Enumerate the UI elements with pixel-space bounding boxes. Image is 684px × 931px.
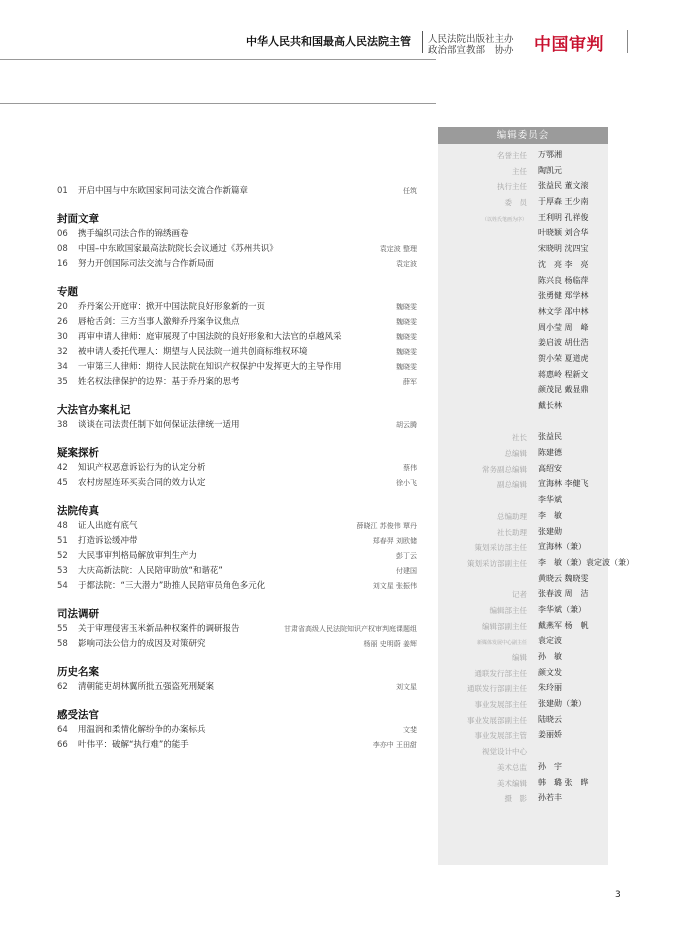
section-title: 封面文章 (57, 213, 99, 225)
toc-author: 郑春羿 刘欧储 (372, 537, 417, 545)
board-names: 贺小荣 夏道虎 (538, 353, 589, 363)
toc-article-title: 携手编织司法合作的锦绣画卷 (78, 229, 189, 239)
toc-author: 魏晓雯 (396, 363, 417, 371)
board-names: 陆晓云 (538, 714, 562, 724)
toc-item[interactable] (57, 300, 417, 315)
board-row (438, 353, 608, 369)
toc-item[interactable] (57, 315, 417, 330)
board-names: 李 敏 (538, 510, 562, 520)
toc-author: 魏晓雯 (396, 303, 417, 311)
toc-page-number: 38 (57, 420, 68, 430)
board-names: 孙 敏 (538, 652, 562, 661)
board-row (438, 149, 608, 165)
toc-article-title: 证人出庭有底气 (78, 521, 138, 531)
board-names: 袁定波 (538, 636, 562, 646)
board-role: 编辑部主任 (489, 605, 527, 615)
board-role: 执行主任 (497, 182, 527, 192)
board-role: 编辑 (512, 653, 527, 662)
toc-item[interactable] (57, 360, 417, 375)
board-list (438, 149, 634, 808)
board-role: 策划采访部主任 (474, 543, 527, 553)
board-names: 沈 亮 李 亮 (538, 259, 589, 269)
board-names: 张春波 周 洁 (538, 589, 589, 599)
board-row (438, 714, 608, 730)
toc-page-number: 48 (57, 521, 68, 531)
board-row (438, 698, 608, 714)
toc-page-number: 66 (57, 740, 68, 750)
toc-page-number: 51 (57, 536, 68, 546)
page-number: 3 (615, 890, 621, 900)
toc-article-title: 中国–中东欧国家最高法院院长会议通过《苏州共识》 (78, 244, 278, 254)
toc-author: 薛军 (403, 378, 417, 386)
board-row (438, 165, 608, 181)
board-row (438, 667, 608, 683)
toc-section (57, 212, 417, 272)
top-rule (0, 59, 436, 60)
board-row (438, 573, 608, 589)
board-role: 通联发行部副主任 (467, 684, 527, 694)
board-row (438, 243, 608, 259)
toc-article-title: 姓名权法律保护的边界：基于乔丹案的思考 (78, 377, 240, 387)
toc-author: 魏晓雯 (396, 318, 417, 326)
toc-article-title: 被申请人委托代理人：期望与人民法院一道共创商标维权环境 (78, 347, 308, 357)
board-role: 社长助理 (497, 527, 527, 537)
toc-page-number: 42 (57, 463, 68, 473)
board-row (438, 510, 608, 526)
toc-article-title: 关于审理侵害玉米新品种权案件的调研报告 (78, 624, 240, 634)
toc-author: 袁定波 整理 (379, 245, 417, 253)
board-role: 策划采访部副主任 (467, 558, 527, 568)
board-names: 戴长林 (538, 401, 562, 410)
board-names: 黄晓云 魏晓雯 (538, 573, 589, 583)
toc-page-number: 26 (57, 317, 68, 327)
toc-article-title: 农村房屋连环买卖合同的效力认定 (78, 478, 206, 488)
toc-author: 付建国 (396, 567, 417, 575)
board-row (438, 604, 608, 620)
toc-page-number: 55 (57, 624, 68, 634)
board-role: 编辑部副主任 (482, 621, 527, 631)
board-names: 宣海林 李健飞 (538, 479, 589, 489)
board-role: 主任 (512, 166, 527, 176)
toc-item[interactable] (57, 549, 417, 564)
board-names: 陈兴良 杨临萍 (538, 275, 589, 285)
board-row (438, 384, 608, 400)
board-row (438, 275, 608, 291)
board-names: 万鄂湘 (538, 150, 562, 159)
board-names: 蒋惠岭 程新文 (538, 369, 589, 379)
toc-item[interactable] (57, 579, 417, 594)
board-row (438, 541, 608, 557)
section-title: 法院传真 (57, 505, 99, 517)
editorial-board (438, 127, 634, 865)
toc-page-number: 64 (57, 725, 68, 735)
section-title: 疑案探析 (57, 447, 99, 459)
board-row (438, 259, 608, 275)
board-role: 通联发行部主任 (474, 668, 527, 678)
board-row (438, 196, 608, 212)
toc-article-title: 努力开创国际司法交流与合作新局面 (78, 259, 215, 269)
toc-article-title: 于都法院：“三大潜力”助推人民陪审员角色多元化 (78, 581, 266, 591)
toc-author: 任筑 (403, 187, 417, 195)
board-names: 姜启波 胡仕浩 (538, 338, 589, 348)
board-row (438, 620, 608, 636)
board-role: 新媒体发展中心副主任 (476, 640, 527, 647)
toc-section (57, 607, 417, 652)
toc-item[interactable] (57, 242, 417, 257)
toc-section (57, 708, 417, 753)
board-row (438, 682, 608, 698)
toc-item[interactable] (57, 345, 417, 360)
toc-author: 魏晓雯 (396, 333, 417, 341)
toc-article-title: 打造诉讼缓冲带 (78, 536, 138, 546)
toc-item[interactable] (57, 519, 417, 534)
board-names: 孙 宇 (538, 761, 562, 771)
header-divider (422, 31, 423, 53)
sponsor-text: 中华人民共和国最高人民法院主管 (246, 35, 411, 48)
board-row (438, 478, 608, 494)
toc-article-title: 清朝能吏胡林翼所批五强盗死刑疑案 (78, 682, 215, 692)
board-names: 颜茂昆 戴显鼎 (538, 385, 589, 395)
section-title: 司法调研 (57, 608, 99, 620)
toc-author: 文斐 (403, 726, 417, 734)
board-names: 李华斌 (538, 495, 562, 505)
board-row (438, 180, 608, 196)
toc-item[interactable] (57, 257, 417, 272)
toc-author: 徐小飞 (396, 479, 417, 487)
toc-author: 李亦中 王田甜 (372, 741, 417, 749)
board-row (438, 416, 608, 432)
toc-item[interactable] (57, 622, 417, 637)
board-role: 视觉设计中心 (482, 747, 527, 757)
board-role: 事业发展部主管 (474, 731, 527, 741)
board-names: 李 敏（兼）袁定波（兼） (538, 557, 634, 567)
board-role: 美术编辑 (497, 778, 527, 788)
toc-page-number: 62 (57, 682, 68, 692)
organizer-line-2: 政治部宣教部 协办 (428, 45, 514, 56)
toc-section (57, 446, 417, 491)
toc-item[interactable] (57, 461, 417, 476)
toc-section (57, 504, 417, 594)
board-role: 美术总监 (497, 762, 527, 772)
board-role: 常务副总编辑 (482, 464, 527, 474)
board-row (438, 635, 608, 651)
toc-page-number: 58 (57, 639, 68, 649)
toc-article-title: 知识产权恶意诉讼行为的认定分析 (78, 463, 206, 473)
board-role: （以姓氏笔画为序） (481, 216, 527, 223)
board-names: 陈建德 (538, 448, 562, 458)
magazine-logo: 中国审判 (534, 35, 604, 55)
board-role: 委 员 (504, 198, 527, 208)
board-names: 张建勋（兼） (538, 699, 586, 709)
board-role: 事业发展部副主任 (467, 715, 527, 725)
board-names: 李华斌（兼） (538, 604, 586, 614)
board-role: 名誉主任 (497, 151, 527, 160)
toc-article-title: 开启中国与中东欧国家间司法交流合作新篇章 (78, 186, 249, 196)
board-names: 于厚森 王少南 (538, 197, 589, 207)
board-names: 周小莹 周 峰 (538, 322, 589, 332)
board-names: 宋晓明 沈四宝 (538, 244, 589, 254)
section-title: 专题 (57, 286, 78, 298)
toc-item[interactable] (57, 680, 417, 695)
toc-author: 魏晓雯 (396, 348, 417, 356)
toc-page-number: 16 (57, 259, 68, 269)
toc-item[interactable] (57, 534, 417, 549)
toc-item[interactable] (57, 227, 417, 242)
toc-article-title: 用温润和柔情化解纷争的办案标兵 (78, 725, 206, 735)
board-row (438, 729, 608, 745)
toc-author: 杨丽 史明蔚 姜辉 (363, 640, 417, 648)
toc-item[interactable] (57, 184, 417, 199)
board-names: 高绍安 (538, 463, 562, 473)
board-names: 陶凯元 (538, 165, 562, 175)
board-role: 社长 (512, 433, 527, 443)
toc-page-number: 06 (57, 229, 68, 239)
toc-article-title: 大民事审判格局解放审判生产力 (78, 551, 198, 561)
toc-item[interactable] (57, 330, 417, 345)
toc-page-number: 30 (57, 332, 68, 342)
board-role: 记者 (512, 590, 527, 600)
board-names: 王利明 孔祥俊 (538, 212, 589, 222)
toc-article-title: 影响司法公信力的成因及对策研究 (78, 639, 206, 649)
board-row (438, 494, 608, 510)
board-row (438, 761, 608, 777)
board-names: 颜文发 (538, 667, 562, 677)
section-title: 大法官办案札记 (57, 404, 131, 416)
toc-section (57, 285, 417, 390)
toc-author: 刘文星 张振伟 (372, 582, 417, 590)
second-rule (0, 103, 436, 104)
section-title: 感受法官 (57, 709, 99, 721)
toc-section (57, 665, 417, 695)
board-names: 姜丽娇 (538, 730, 562, 740)
toc-page-number: 53 (57, 566, 68, 576)
board-names: 孙若丰 (538, 793, 562, 803)
toc-section (57, 403, 417, 433)
toc-item[interactable] (57, 375, 417, 390)
board-names: 叶晓颖 刘合华 (538, 228, 589, 238)
board-row (438, 369, 608, 385)
board-names: 林文学 邵中林 (538, 306, 589, 316)
board-row (438, 400, 608, 416)
toc-author: 胡云腾 (396, 421, 417, 429)
board-row (438, 777, 608, 793)
toc-article-title: 乔丹案公开庭审：掀开中国法院良好形象新的一页 (78, 302, 266, 312)
board-row (438, 792, 608, 808)
page-header (0, 0, 684, 56)
board-names: 张益民 董文滚 (538, 181, 589, 191)
board-row (438, 337, 608, 353)
toc-page-number: 08 (57, 244, 68, 254)
toc-author: 薛晓江 苏俊伟 覃丹 (356, 522, 417, 530)
toc-page-number: 54 (57, 581, 68, 591)
board-role: 总编助理 (497, 511, 527, 521)
toc-item[interactable] (57, 723, 417, 738)
toc-page-number: 45 (57, 478, 68, 488)
board-role: 总编辑 (504, 449, 527, 459)
toc-item[interactable] (57, 564, 417, 579)
board-names: 韩 璐 张 晔 (538, 777, 589, 787)
section-title: 历史名案 (57, 666, 99, 678)
toc-article-title: 叶伟平：破解“执行难”的能手 (78, 740, 189, 750)
table-of-contents (57, 184, 417, 753)
board-names: 宣海林（兼） (538, 542, 586, 552)
board-row (438, 306, 608, 322)
toc-article-title: 谈谈在司法责任制下如何保证法律统一适用 (78, 420, 240, 430)
toc-article-title: 一审第三人律师：期待人民法院在知识产权保护中发挥更大的主导作用 (78, 362, 342, 372)
board-names: 张勇健 郑学林 (538, 291, 589, 301)
toc-article-title: 再审申请人律师：庭审展现了中国法院的良好形象和大法官的卓越风采 (78, 332, 342, 342)
toc-page-number: 52 (57, 551, 68, 561)
board-names: 张建勋 (538, 526, 562, 536)
board-row (438, 227, 608, 243)
board-names: 戴燕军 杨 帆 (538, 620, 589, 630)
toc-page-number: 34 (57, 362, 68, 372)
toc-page-number: 20 (57, 302, 68, 312)
toc-author: 刘文星 (396, 683, 417, 691)
board-row (438, 290, 608, 306)
board-names: 朱玲丽 (538, 683, 562, 693)
toc-author: 蔡伟 (403, 464, 417, 472)
board-names: 张益民 (538, 432, 562, 442)
toc-item[interactable] (57, 418, 417, 433)
board-row (438, 557, 634, 573)
board-row (438, 212, 608, 228)
board-row (438, 526, 608, 542)
board-row (438, 447, 608, 463)
toc-item[interactable] (57, 476, 417, 491)
board-row (438, 745, 608, 761)
toc-article-title: 唇枪舌剑：三方当事人激辩乔丹案争议焦点 (78, 317, 240, 327)
board-title: 编辑委员会 (438, 127, 608, 144)
toc-item[interactable] (57, 738, 417, 753)
board-role: 事业发展部主任 (474, 700, 527, 710)
board-row (438, 463, 608, 479)
board-row (438, 322, 608, 338)
board-role: 摄 影 (504, 794, 527, 804)
board-row (438, 431, 608, 447)
toc-item[interactable] (57, 637, 417, 652)
toc-article-title: 大庆高新法院：人民陪审助放“和谐花” (78, 566, 223, 576)
header-edge-line (627, 30, 628, 53)
toc-page-number: 01 (57, 186, 68, 196)
toc-page-number: 35 (57, 377, 68, 387)
toc-author: 彭丁云 (396, 552, 417, 560)
board-role: 副总编辑 (497, 480, 527, 490)
board-row (438, 651, 608, 667)
toc-author: 袁定波 (396, 260, 417, 268)
board-row (438, 588, 608, 604)
toc-author: 甘肃省高级人民法院知识产权审判庭课题组 (284, 625, 417, 633)
organizer-line-1: 人民法院出版社主办 (428, 34, 514, 45)
toc-page-number: 32 (57, 347, 68, 357)
